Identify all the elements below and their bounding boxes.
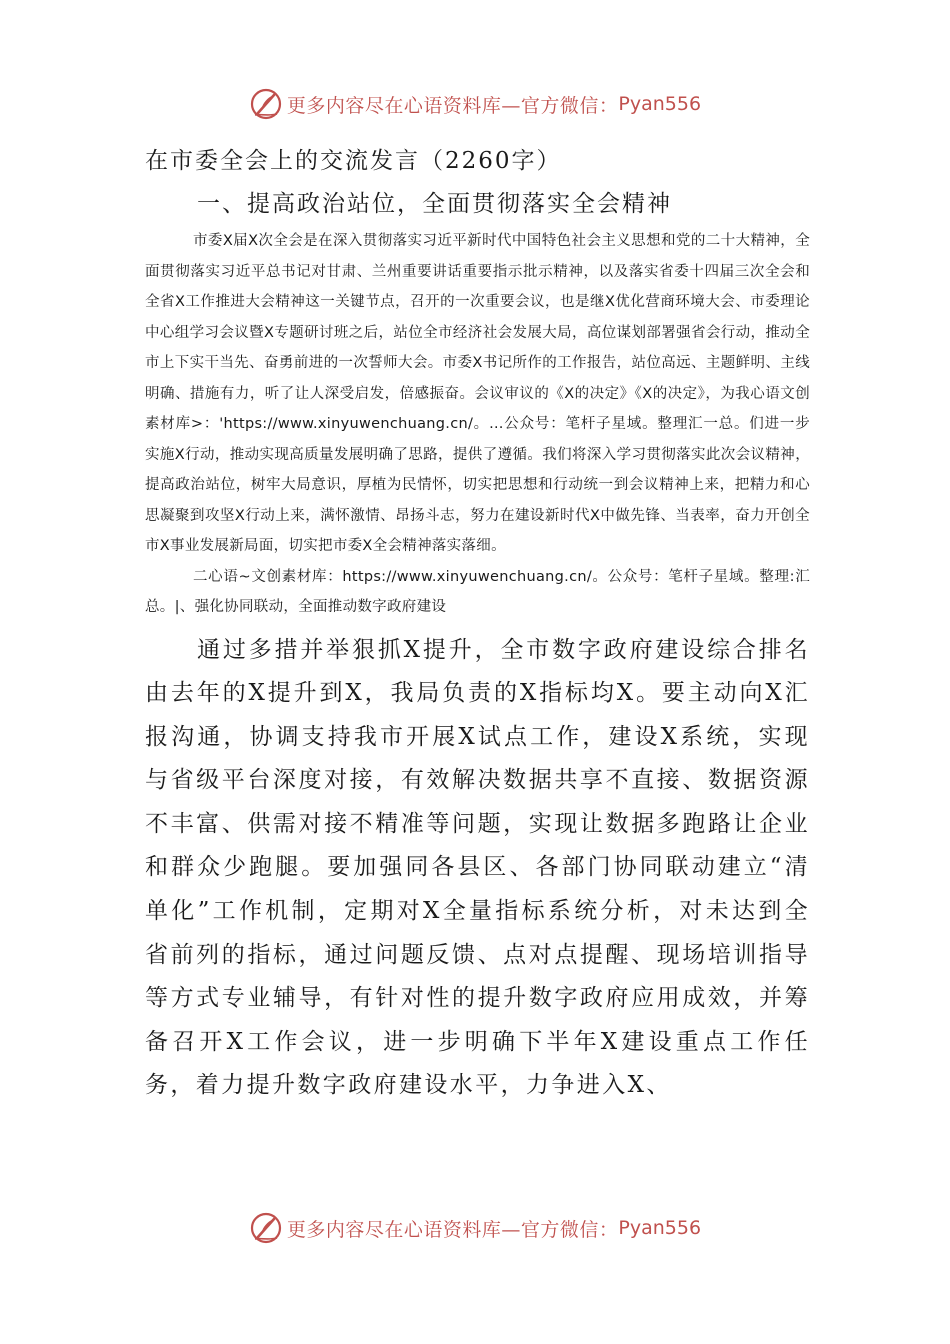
document-title: 在市委全会上的交流发言（2260字）	[145, 148, 562, 174]
section-heading: 一、提高政治站位，全面贯彻落实全会精神	[197, 191, 672, 217]
banner-wechat-id: Pyan556	[618, 93, 702, 115]
paragraph: 二心语~文创素材库：https://www.xinyuwenchuang.cn/。公众号：笔杆子星域。整理:汇总。|、强化协同联动，全面推动数字政府建设	[145, 568, 810, 615]
banner-text: 更多内容尽在心语资料库—官方微信：	[286, 94, 619, 117]
quill-pen-logo-icon	[249, 1211, 283, 1245]
footer-banner	[0, 1208, 950, 1248]
header-banner	[0, 84, 950, 124]
paragraph: 通过多措并举狠抓X提升，全市数字政府建设综合排名由去年的X提升到X，我局负责的X指标均X。要主动向X汇报沟通，协调支持我市开展X试点工作，建设X系统，实现与省级平台深度对接，有效解决数据共享不直接、数据资源不丰富、供需对接不精准等问题，实现让数据多跑路让企业和群众少跑腿。要加强同各县区、各部门协同联动建立“清单化”工作机制，定期对X全量指标系统分析，对未达到全省前列的指标，通过问题反馈、点对点提醒、现场培训指导等方式专业辅导，有针对性的提升数字政府应用成效，并筹备召开X工作会议，进一步明确下半年X建设重点工作任务，着力提升数字政府建设水平，力争进入X、	[145, 636, 810, 1099]
banner-wechat-id: Pyan556	[618, 1217, 702, 1239]
paragraph: 市委X届X次全会是在深入贯彻落实习近平新时代中国特色社会主义思想和党的二十大精神，全面贯彻落实习近平总书记对甘肃、兰州重要讲话重要指示批示精神，以及落实省委十四届三次全会和全省X工作推进大会精神这一关键节点，召开的一次重要会议，也是继X优化营商环境大会、市委理论中心组学习会议暨X专题研讨班之后，站位全市经济社会发展大局，高位谋划部署强省会行动，推动全市上下实干当先、奋勇前进的一次誓师大会。市委X书记所作的工作报告，站位高远、主题鲜明、主线明确、措施有力，听了让人深受启发，倍感振奋。会议审议的《X的决定》《X的决定》，为我心语文创素材库>：'https://www.xinyuwenchuang.cn/。…公众号：笔杆子星域。整理汇一总。们进一步实施X行动，推动实现高质量发展明确了思路，提供了遵循。我们将深入学习贯彻落实此次会议精神，提高政治站位，树牢大局意识，厚植为民情怀，切实把思想和行动统一到会议精神上来，把精力和心思凝聚到攻坚X行动上来，满怀激情、昂扬斗志，努力在建设新时代X中做先锋、当表率，奋力开创全市X事业发展新局面，切实把市委X全会精神落实落细。	[145, 233, 810, 554]
quill-pen-logo-icon	[249, 87, 283, 121]
document-body	[145, 138, 810, 1108]
banner-text: 更多内容尽在心语资料库—官方微信：	[286, 1218, 619, 1241]
